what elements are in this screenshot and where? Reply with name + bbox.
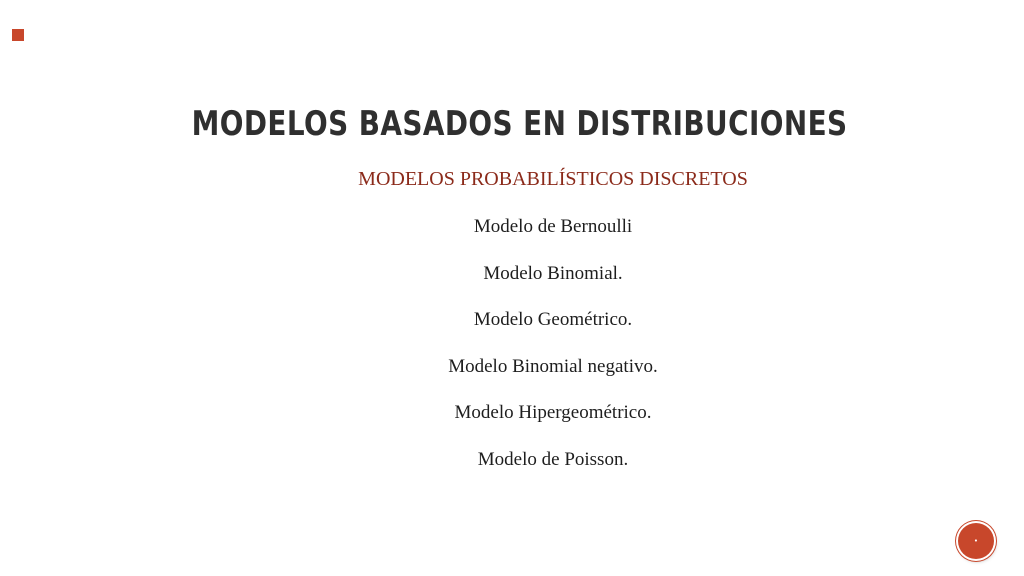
list-item: Modelo Binomial negativo.	[448, 355, 658, 377]
list-item: Modelo de Poisson.	[477, 448, 629, 470]
title-accent-square	[12, 29, 24, 41]
slide-title: MODELOS BASADOS EN DISTRIBUCIONES	[191, 104, 848, 144]
model-list	[0, 215, 1024, 494]
list-item: Modelo Hipergeométrico.	[454, 402, 652, 423]
list-item: Modelo Geométrico.	[473, 309, 633, 330]
list-item: Modelo de Bernoulli	[473, 216, 633, 237]
slide-nav-button[interactable]	[958, 523, 994, 559]
list-item: Modelo Binomial.	[483, 262, 623, 284]
slide-number-icon: •	[973, 537, 979, 545]
slide-subtitle: MODELOS PROBABILÍSTICOS DISCRETOS	[358, 168, 748, 190]
